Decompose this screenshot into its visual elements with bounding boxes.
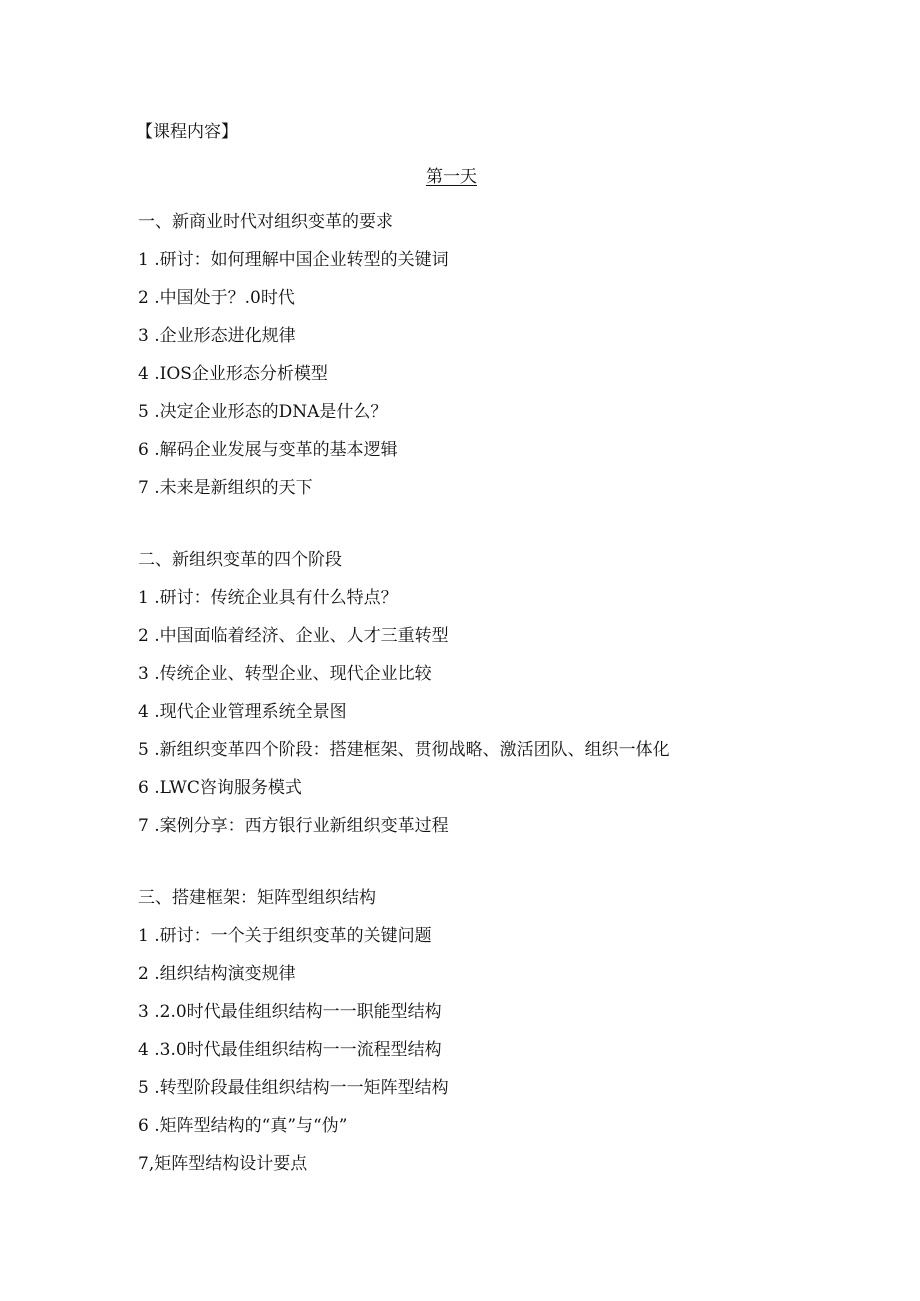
list-item: 1 .研讨：一个关于组织变革的关键问题 [138,926,432,946]
list-item: 3 .2.0时代最佳组织结构一一职能型结构 [138,1002,442,1022]
list-item: 1 .研讨：如何理解中国企业转型的关键词 [138,250,449,270]
list-item: 5 .新组织变革四个阶段：搭建框架、贯彻战略、激活团队、组织一体化 [138,740,670,760]
section-heading-2: 二、新组织变革的四个阶段 [138,550,342,570]
section-heading-3: 三、搭建框架：矩阵型组织结构 [138,888,376,908]
list-item: 7 .案例分享：西方银行业新组织变革过程 [138,816,449,836]
list-item: 5 .转型阶段最佳组织结构一一矩阵型结构 [138,1078,449,1098]
list-item: 6 .LWC咨询服务模式 [138,778,302,798]
list-item: 4 .3.0时代最佳组织结构一一流程型结构 [138,1040,442,1060]
list-item: 3 .传统企业、转型企业、现代企业比较 [138,664,432,684]
day-title: 第一天 [426,167,477,187]
list-item: 2 .组织结构演变规律 [138,964,296,984]
list-item: 6 .矩阵型结构的“真”与“伪” [138,1116,348,1136]
list-item: 5 .决定企业形态的DNA是什么？ [138,402,388,422]
list-item: 7,矩阵型结构设计要点 [138,1154,308,1174]
section-heading-1: 一、新商业时代对组织变革的要求 [138,212,393,232]
list-item: 2 .中国处于？.0时代 [138,288,295,308]
list-item: 7 .未来是新组织的天下 [138,478,313,498]
list-item: 1 .研讨：传统企业具有什么特点？ [138,588,398,608]
list-item: 3 .企业形态进化规律 [138,326,296,346]
list-item: 4 .IOS企业形态分析模型 [138,364,328,384]
course-content-title: 【课程内容】 [136,122,238,142]
list-item: 2 .中国面临着经济、企业、人才三重转型 [138,626,449,646]
list-item: 4 .现代企业管理系统全景图 [138,702,347,722]
list-item: 6 .解码企业发展与变革的基本逻辑 [138,440,398,460]
